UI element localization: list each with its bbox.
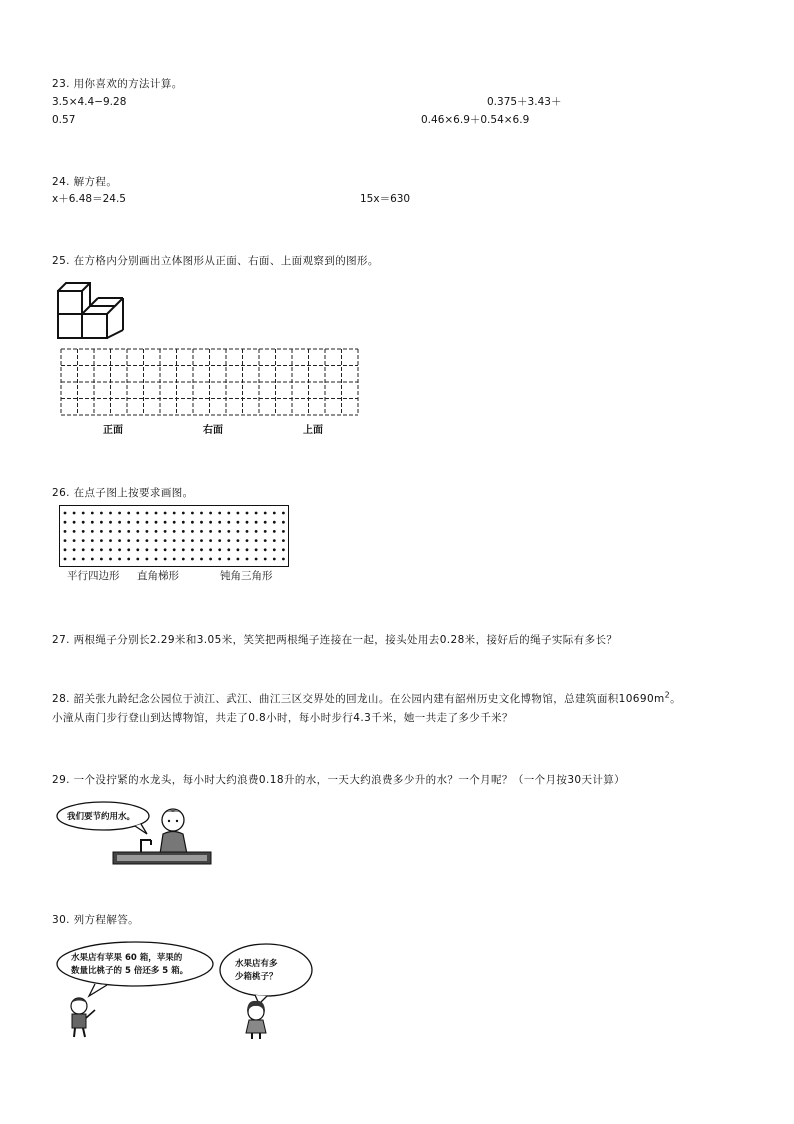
grid-dot [91, 539, 94, 542]
grid-dot [173, 512, 176, 515]
grid-dot [182, 539, 185, 542]
grid-dot [182, 530, 185, 533]
grid-dot [109, 558, 112, 561]
grid-dot [164, 512, 167, 515]
grid-dot [182, 548, 185, 551]
grid-dot [146, 521, 149, 524]
q24-eq2: 15x＝630 [360, 193, 411, 205]
grid-dot [173, 530, 176, 533]
q30-bubble1-line2: 数量比桃子的 5 倍还多 5 箱。 [71, 966, 189, 976]
grid-dot [218, 530, 221, 533]
grid-dot [273, 521, 276, 524]
grid-dot [100, 558, 103, 561]
grid-dot [100, 539, 103, 542]
grid-dot [118, 558, 121, 561]
grid-dot [227, 558, 230, 561]
q30-bubble2-line2: 少箱桃子？ [235, 972, 278, 982]
grid-dot [264, 512, 267, 515]
grid-dot [218, 548, 221, 551]
q28-line1 [52, 692, 681, 706]
q28-line1-end: 。 [670, 693, 682, 705]
grid-dot [64, 558, 67, 561]
grid-dot [136, 512, 139, 515]
water-illustration [55, 798, 215, 870]
grid-dot [200, 512, 203, 515]
q29-text: 29. 一个没拧紧的水龙头，每小时大约浪费0.18升的水，一天大约浪费多少升的水？一个月呢？（一个月按30天计算） [52, 774, 626, 786]
grid-dot [146, 548, 149, 551]
grid-dot [82, 539, 85, 542]
grid-dot [255, 512, 258, 515]
grid-dot [164, 548, 167, 551]
grid-dot [82, 521, 85, 524]
grid-dot [200, 530, 203, 533]
grid-dot [264, 558, 267, 561]
q24-title: 24. 解方程。 [52, 176, 118, 188]
grid-dot [118, 530, 121, 533]
grid-dot [155, 539, 158, 542]
grid-dot [264, 530, 267, 533]
grid-dot [64, 548, 67, 551]
grid-dot [127, 548, 130, 551]
q23-title: 23. 用你喜欢的方法计算。 [52, 78, 183, 90]
grid-dot [255, 539, 258, 542]
q30-title: 30. 列方程解答。 [52, 914, 140, 926]
grid-dot [227, 521, 230, 524]
q24-eq1: x＋6.48＝24.5 [52, 193, 126, 205]
grid-dot [237, 539, 240, 542]
grid-dot [136, 530, 139, 533]
grid-dot [209, 521, 212, 524]
q28-sup: 2 [664, 690, 671, 700]
grid-dot [227, 539, 230, 542]
view-right-label: 右面 [203, 425, 223, 436]
grid-dot [64, 512, 67, 515]
grid-dot [173, 521, 176, 524]
grid-dot [237, 530, 240, 533]
grid-dot [155, 548, 158, 551]
grid-dot [209, 512, 212, 515]
grid-dot [100, 548, 103, 551]
cube-figure [55, 280, 135, 340]
grid-dot [100, 530, 103, 533]
grid-dot [91, 558, 94, 561]
grid-dot [273, 539, 276, 542]
grid-dot [255, 548, 258, 551]
grid-dot [155, 521, 158, 524]
grid-dot [218, 512, 221, 515]
grid-dot [73, 521, 76, 524]
grid-dot [282, 539, 285, 542]
grid-dot [282, 530, 285, 533]
grid-dot [173, 558, 176, 561]
grid-dot [164, 530, 167, 533]
grid-dot [200, 539, 203, 542]
grid-dot [109, 512, 112, 515]
grid-dot [282, 512, 285, 515]
grid-dot [146, 558, 149, 561]
grid-dot [73, 539, 76, 542]
dot-label-triangle: 钝角三角形 [220, 570, 273, 582]
grid-dot [82, 558, 85, 561]
grid-dot [136, 548, 139, 551]
grid-dot [246, 512, 249, 515]
grid-dot [264, 548, 267, 551]
grid-dot [91, 521, 94, 524]
grid-dot [127, 539, 130, 542]
grid-dot [191, 548, 194, 551]
grid-dot [127, 521, 130, 524]
grid-dot [246, 539, 249, 542]
q30-bubble1-line1: 水果店有苹果 60 箱，苹果的 [71, 953, 183, 963]
grid-dot [64, 539, 67, 542]
grid-dot [191, 521, 194, 524]
grid-dot [246, 558, 249, 561]
grid-dot [237, 558, 240, 561]
grid-dot [182, 521, 185, 524]
view-grid [60, 348, 365, 420]
grid-dot [136, 521, 139, 524]
grid-dot [255, 530, 258, 533]
grid-dot [155, 558, 158, 561]
grid-dot [118, 512, 121, 515]
grid-dot [273, 512, 276, 515]
grid-dot [218, 539, 221, 542]
grid-dot [173, 548, 176, 551]
grid-dot [136, 539, 139, 542]
grid-dot [109, 548, 112, 551]
grid-dot [282, 548, 285, 551]
grid-dot [227, 512, 230, 515]
grid-dot [91, 548, 94, 551]
grid-dot [191, 539, 194, 542]
q23-expr3: 0.46×6.9＋0.54×6.9 [421, 114, 530, 126]
view-front-label: 正面 [103, 425, 123, 436]
dot-label-parallelogram: 平行四边形 [67, 570, 120, 582]
grid-dot [227, 548, 230, 551]
grid-dot [155, 512, 158, 515]
grid-dot [209, 539, 212, 542]
grid-dot [109, 521, 112, 524]
q25-title: 25. 在方格内分别画出立体图形从正面、右面、上面观察到的图形。 [52, 255, 379, 267]
grid-dot [73, 512, 76, 515]
grid-dot [282, 521, 285, 524]
grid-dot [246, 521, 249, 524]
grid-dot [155, 530, 158, 533]
grid-dot [100, 521, 103, 524]
grid-dot [118, 539, 121, 542]
dot-grid [59, 505, 289, 567]
grid-dot [91, 530, 94, 533]
grid-dot [191, 558, 194, 561]
grid-dot [146, 539, 149, 542]
q28-line2: 小潼从南门步行登山到达博物馆，共走了0.8小时，每小时步行4.3千米，她一共走了多少千米？ [52, 712, 513, 724]
dot-label-trapezoid: 直角梯形 [137, 570, 179, 582]
fruit-illustration [55, 940, 315, 1040]
grid-dot [82, 530, 85, 533]
q23-expr2-part2: 0.57 [52, 114, 76, 126]
grid-dot [191, 530, 194, 533]
grid-dot [237, 512, 240, 515]
grid-dot [209, 530, 212, 533]
grid-dot [73, 548, 76, 551]
grid-dot [173, 539, 176, 542]
grid-dot [237, 548, 240, 551]
q27-text: 27. 两根绳子分别长2.29米和3.05米，笑笑把两根绳子连接在一起，接头处用去0.28米，接好后的绳子实际有多长？ [52, 634, 618, 646]
grid-dot [91, 512, 94, 515]
grid-dot [164, 539, 167, 542]
grid-dot [127, 512, 130, 515]
grid-dot [73, 530, 76, 533]
q29-bubble-text: 我们要节约用水。 [67, 812, 136, 822]
grid-dot [100, 512, 103, 515]
grid-dot [237, 521, 240, 524]
grid-dot [191, 512, 194, 515]
grid-dot [273, 530, 276, 533]
grid-dot [227, 530, 230, 533]
grid-dot [264, 539, 267, 542]
q26-title: 26. 在点子图上按要求画图。 [52, 487, 194, 499]
grid-dot [127, 558, 130, 561]
grid-dot [200, 521, 203, 524]
view-top-label: 上面 [303, 425, 323, 436]
grid-dot [64, 530, 67, 533]
grid-dot [209, 558, 212, 561]
grid-dot [164, 521, 167, 524]
grid-dot [246, 530, 249, 533]
q23-expr2-part1: 0.375＋3.43＋ [487, 96, 562, 108]
grid-dot [182, 558, 185, 561]
grid-dot [118, 521, 121, 524]
grid-dot [246, 548, 249, 551]
grid-dot [73, 558, 76, 561]
grid-dot [82, 548, 85, 551]
grid-dot [255, 558, 258, 561]
grid-dot [209, 548, 212, 551]
grid-dot [200, 548, 203, 551]
grid-dot [82, 512, 85, 515]
grid-dot [118, 548, 121, 551]
grid-dot [164, 558, 167, 561]
grid-dot [146, 530, 149, 533]
grid-dot [146, 512, 149, 515]
grid-dot [182, 512, 185, 515]
grid-dot [273, 548, 276, 551]
q23-expr1: 3.5×4.4−9.28 [52, 96, 127, 108]
grid-dot [264, 521, 267, 524]
q28-line1-text: 28. 韶关张九龄纪念公园位于浈江、武江、曲江三区交界处的回龙山。在公园内建有韶州历史文化博物馆，总建筑面积10690m [52, 693, 665, 705]
grid-dot [255, 521, 258, 524]
grid-dot [282, 558, 285, 561]
grid-dot [200, 558, 203, 561]
grid-dot [218, 521, 221, 524]
grid-dot [127, 530, 130, 533]
grid-dot [136, 558, 139, 561]
grid-dot [109, 539, 112, 542]
grid-dot [64, 521, 67, 524]
grid-dot [109, 530, 112, 533]
grid-dot [273, 558, 276, 561]
q30-bubble2-line1: 水果店有多 [235, 959, 278, 969]
grid-dot [218, 558, 221, 561]
